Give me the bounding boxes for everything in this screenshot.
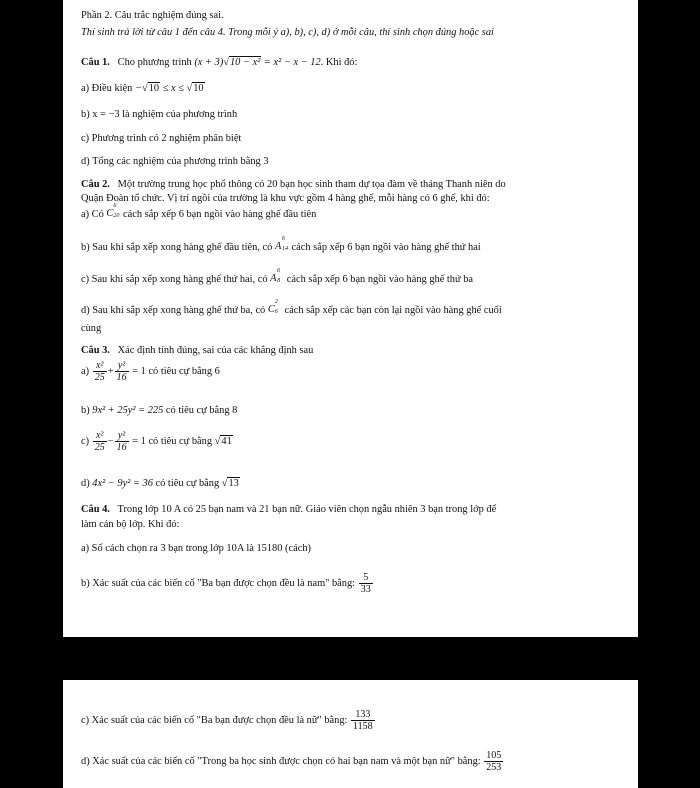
option-d-text: d) Sau khi sắp xếp xong hàng ghế thứ ba, có [81,305,266,316]
question-4-label: Câu 4. [81,504,110,515]
option-a-sqrt-1: 10 [148,83,160,94]
question-1-stem: Câu 1. Cho phương trình (x + 3)√10 − x² = x² − x − 12. Khi đó: [81,57,358,68]
question-3-stem [81,344,313,357]
option-c-fraction: $\frac{133}{1158}$ [353,709,373,732]
question-1-option-c: c) Phương trình có 2 nghiệm phân biệt [81,133,242,144]
question-4-stem-line-2: làm cán bộ lớp. Khi đó: [81,519,180,530]
question-4-option-c [81,709,376,732]
option-c-label: c) [81,435,90,447]
question-1-text-end: . Khi đó: [320,57,358,68]
option-c-text-end: cách sắp xếp 6 bạn ngồi vào hàng ghế thứ ba [286,274,474,285]
question-2-stem-line-1 [81,178,506,191]
question-2-option-c [81,268,474,286]
option-d-fraction: $\frac{105}{253}$ [486,750,502,773]
option-b-equation: 9x² + 25y² = 225 [92,405,164,416]
question-1-option-a: a) Điều kiện −√10 ≤ x ≤ √10 [81,83,204,94]
fraction: $\frac{\text{y²}}{16}$ [116,360,127,383]
option-b-text: b) Sau khi sắp xếp xong hàng ghế đầu tiên, có [81,242,273,253]
question-3-label: Câu 3. [81,345,110,356]
option-a-text: có tiêu cự bằng 6 [148,365,220,377]
question-4-text: Trong lớp 10 A có 25 bạn nam và 21 bạn nữ. Giáo viên chọn ngẫu nhiên 3 bạn trong lớp để [117,504,497,515]
question-1-equation-sqrt: 10 − x² [229,57,261,68]
option-b-text: b) Xác suất của các biến cố "Ba bạn được chọn đều là nam" bằng: [81,577,356,589]
option-d-text: d) Xác suất của các biến cố "Trong ba học sinh được chọn có hai bạn nam và một bạn nữ" bằng: [81,755,481,767]
fraction: $\frac{\text{x²}}{25}$ [94,360,105,383]
arrangement-symbol: A 6 14 [274,236,288,252]
question-2-text: Một trường trung học phổ thông có 20 bạn học sinh tham dự tọa đàm về tháng Thanh niên do [117,179,506,190]
fraction: $\frac{\text{y²}}{16}$ [116,430,127,453]
option-c-text: có tiêu cự bằng [148,435,213,447]
option-b-text: có tiêu cự bằng 8 [165,405,238,416]
option-c-text: c) Sau khi sắp xếp xong hàng ghế thứ hai, có [81,274,268,285]
question-1-text: Cho phương trình [117,57,192,68]
operator: + [107,365,114,377]
option-d-label: d) [81,478,90,489]
question-2-stem-line-2: Quận Đoàn tổ chức. Vị trí ngồi của trường là khu vực gồm 4 hàng ghế, mỗi hàng có 6 ghế, khi đó: [81,193,490,204]
equals: = 1 [132,435,146,447]
option-d-text-end: cách sắp xếp các bạn còn lại ngồi vào hàng ghế cuối [284,305,502,316]
option-c-sqrt: 41 [221,435,232,447]
combination-symbol: C 2 6 [267,299,278,315]
document-page-bottom [63,680,638,788]
question-3-option-d: d) 4x² − 9y² = 36 có tiêu cự bằng √13 [81,478,239,489]
option-b-text-end: cách sắp xếp 6 bạn ngồi vào hàng ghế thứ hai [291,242,481,253]
question-1-option-d: d) Tổng các nghiệm của phương trình bằng 3 [81,156,269,167]
question-3-text: Xác định tính đúng, sai của các khẳng định sau [117,345,314,356]
document-page-top [63,0,638,637]
equals: = 1 [132,365,146,377]
option-a-math: − [134,83,142,94]
combination-symbol: C 6 20 [106,203,120,219]
option-d-equation: 4x² − 9y² = 36 [92,478,153,489]
option-a-text: a) Có [81,209,104,220]
question-4-option-d [81,750,504,773]
operator: − [107,435,114,447]
question-2-option-b [81,236,481,254]
option-a-sqrt-2: 10 [193,83,204,94]
question-3-option-c: c) $\frac{\text{x²}}{25}$ − $\frac{\text{y²}}{16}$ = 1 có tiêu cự bằng √41 [81,430,232,453]
option-a-text: a) Điều kiện [81,83,133,94]
option-a-label: a) [81,365,90,377]
question-3-option-a [81,360,220,383]
section-title: Phần 2. Câu trắc nghiệm đúng sai. [81,10,224,21]
question-4-stem-line-1 [81,503,496,516]
option-d-sqrt: 13 [228,478,239,489]
option-d-text: có tiêu cự bằng [155,478,220,489]
fraction: $\frac{\text{x²}}{25}$ [94,430,105,453]
question-1-label: Câu 1. [81,57,110,68]
question-3-option-b [81,404,237,417]
option-a-text-end: cách sắp xếp 6 bạn ngồi vào hàng ghế đầu tiên [123,209,317,220]
question-2-option-d-line-2: cùng [81,323,102,334]
question-2-option-d [81,299,502,317]
arrangement-symbol: A 6 8 [270,268,281,284]
option-b-label: b) [81,405,90,416]
question-4-option-a: a) Số cách chọn ra 3 bạn trong lớp 10A là 15180 (cách) [81,543,311,554]
instruction: Thí sinh trả lời từ câu 1 đến câu 4. Trong mỗi ý a), b), c), d) ở mỗi câu, thí sinh chọn đúng hoặc sai [81,27,494,38]
question-2-option-a [81,203,317,221]
question-1-equation-left: (x + 3) [194,57,224,68]
option-c-text: c) Xác suất của các biến cố "Ba bạn được chọn đều là nữ" bằng: [81,714,348,726]
question-1-option-b: b) x = −3 là nghiệm của phương trình [81,109,238,120]
question-4-option-b [81,572,374,595]
option-b-fraction: $\frac{5}{33}$ [360,572,371,595]
option-a-inequality: ≤ x ≤ [162,83,184,94]
question-2-label: Câu 2. [81,179,110,190]
question-1-equation-right: = x² − x − 12 [263,57,321,68]
